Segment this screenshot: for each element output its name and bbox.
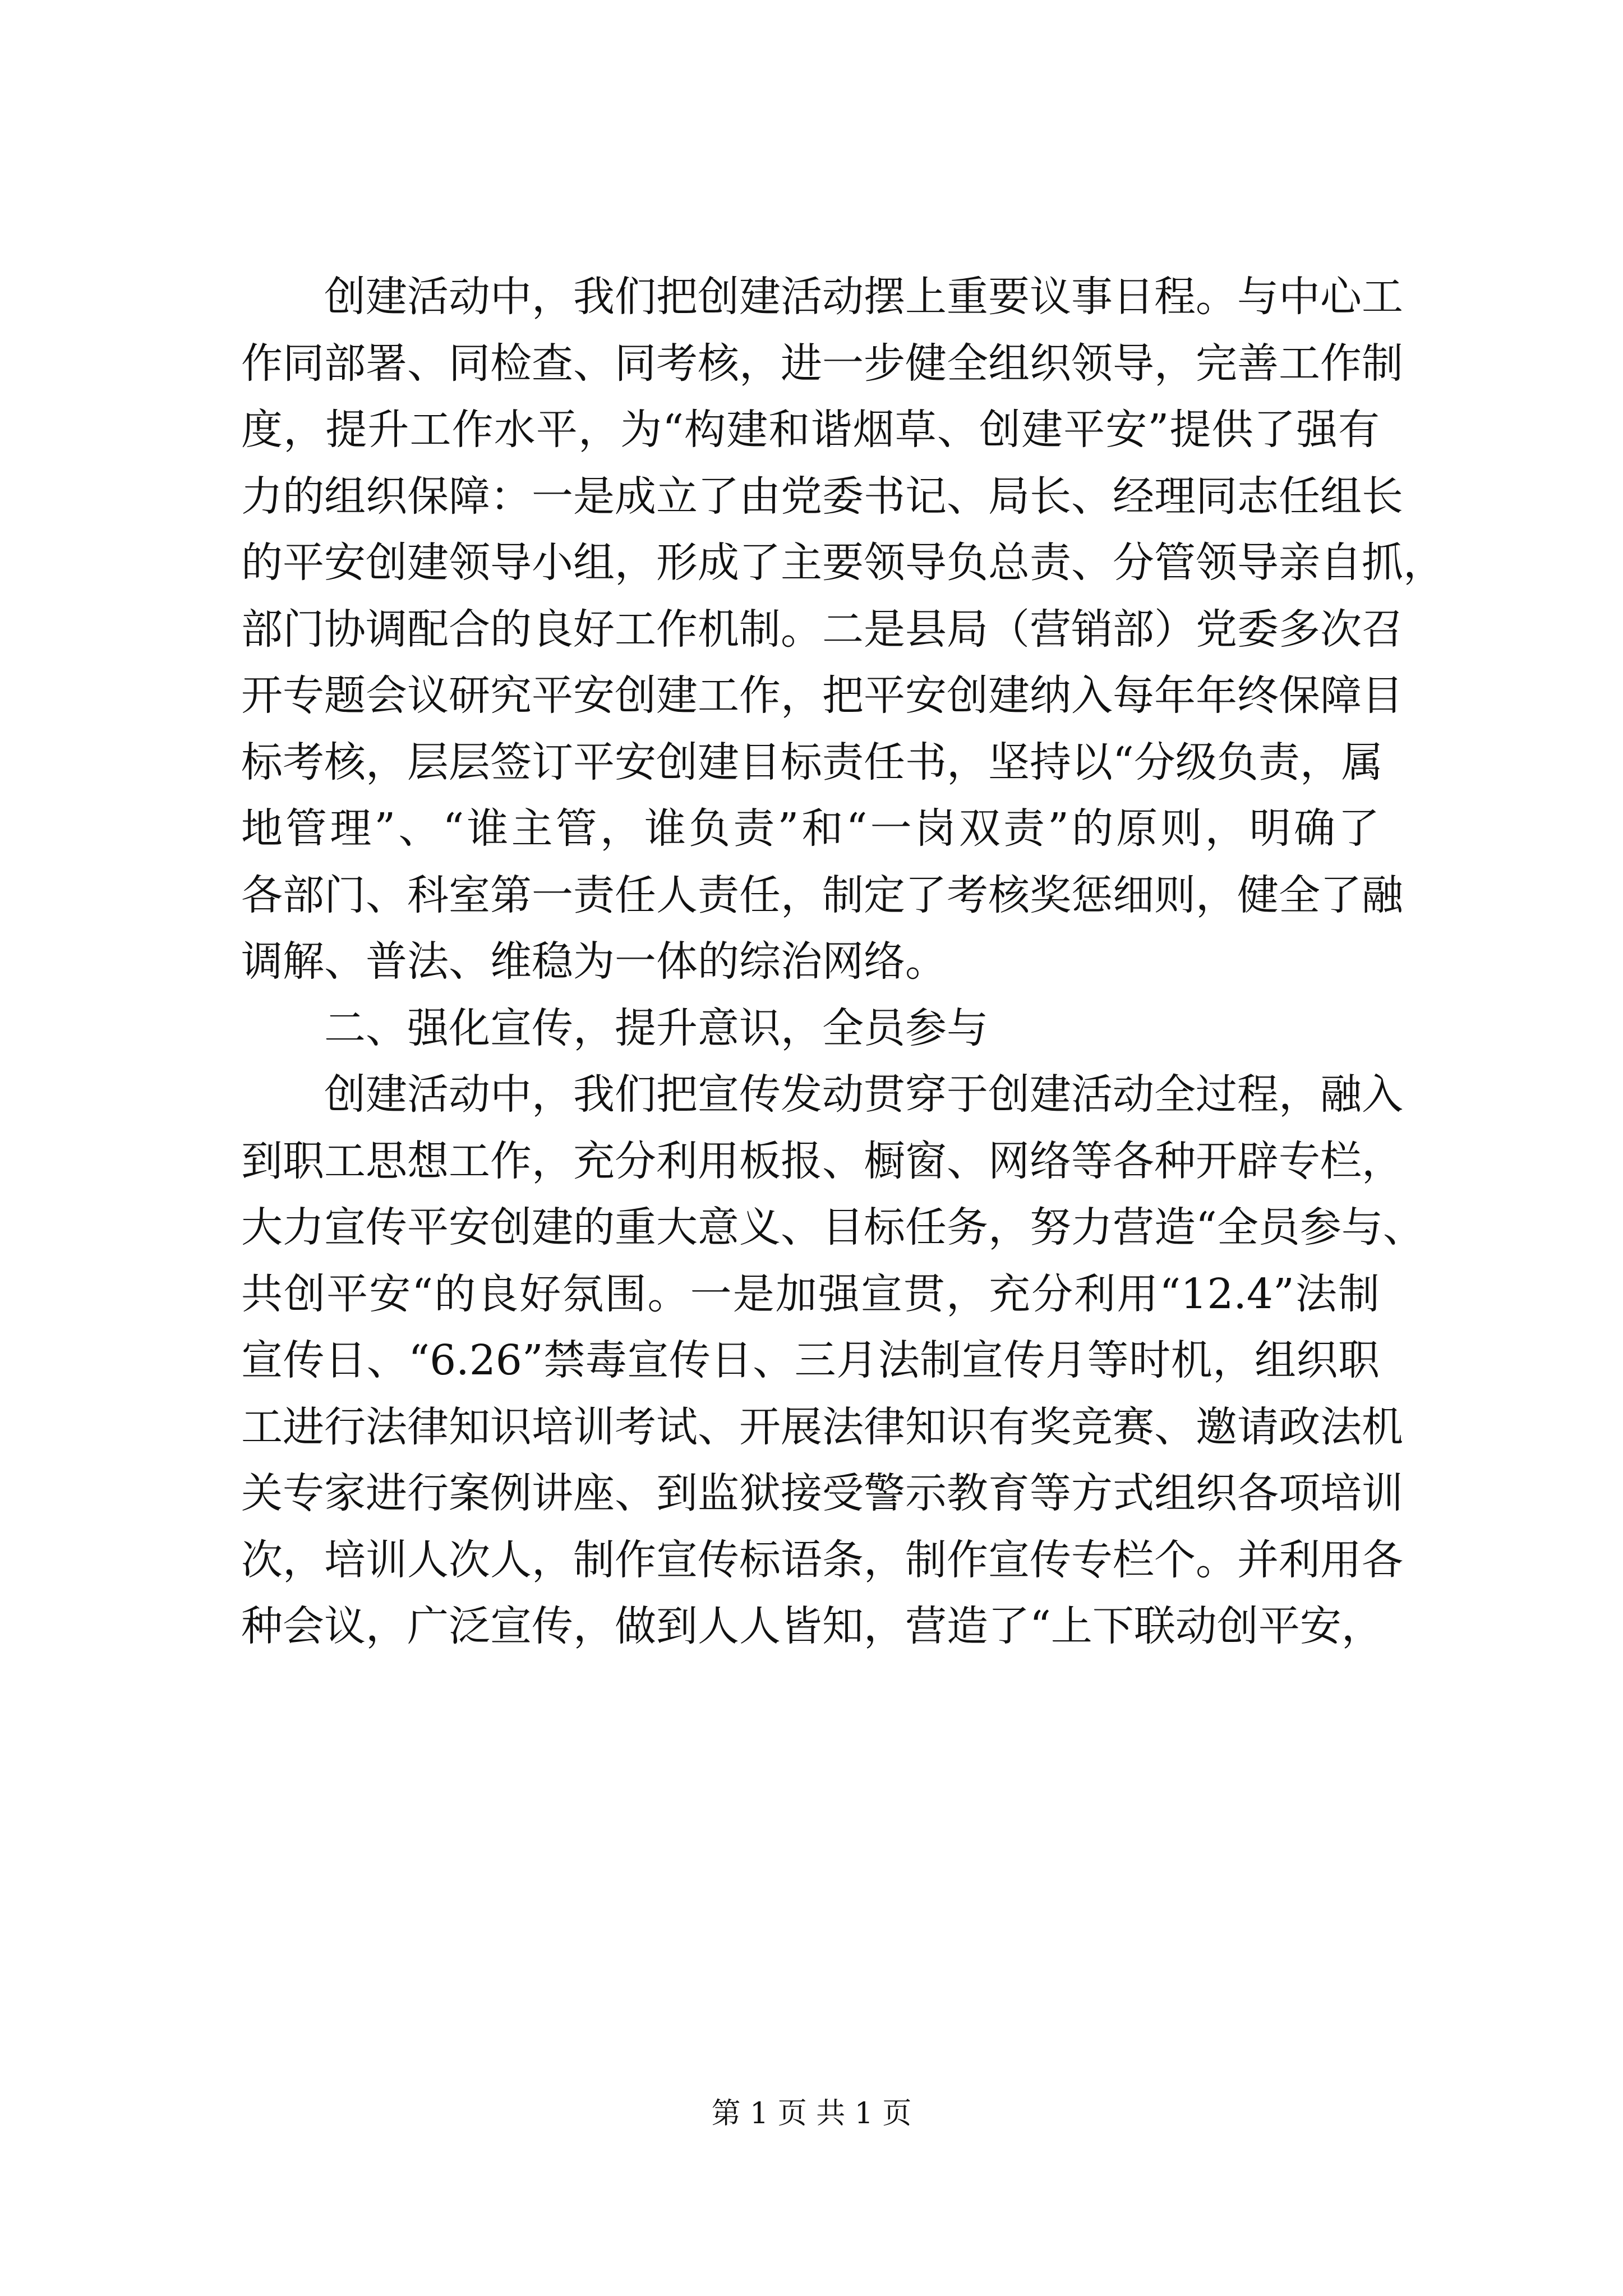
paragraph-2-line-7: 关专家进行案例讲座、到监狱接受警示教育等方式组织各项培训 [241, 1469, 1403, 1517]
paragraph-1-line-8: 标考核，层层签订平安创建目标责任书，坚持以“分级负责，属 [241, 738, 1383, 786]
page-number-footer: 第 1 页 共 1 页 [711, 2097, 912, 2131]
paragraph-2-line-6: 工进行法律知识培训考试、开展法律知识有奖竞赛、邀请政法机 [241, 1402, 1403, 1451]
paragraph-1-line-6: 部门协调配合的良好工作机制。二是县局（营销部）党委多次召 [241, 605, 1403, 654]
paragraph-2-line-9: 种会议，广泛宣传，做到人人皆知，营造了“上下联动创平安， [241, 1602, 1383, 1650]
paragraph-1-line-4: 力的组织保障：一是成立了由党委书记、局长、经理同志任组长 [241, 472, 1403, 521]
paragraph-2-line-4: 共创平安“的良好氛围。一是加强宣贯，充分利用“12.4”法制 [241, 1269, 1380, 1318]
paragraph-1-line-5: 的平安创建领导小组，形成了主要领导负总责、分管领导亲自抓， [241, 539, 1445, 587]
paragraph-1-line-1: 创建活动中，我们把创建活动摆上重要议事日程。与中心工 [324, 273, 1403, 321]
paragraph-1-line-7: 开专题会议研究平安创建工作，把平安创建纳入每年年终保障目 [241, 671, 1403, 720]
section-heading: 二、强化宣传，提升意识，全员参与 [324, 1004, 988, 1052]
paragraph-2-line-1: 创建活动中，我们把宣传发动贯穿于创建活动全过程，融入 [324, 1070, 1403, 1119]
paragraph-1-line-9: 地管理”、“谁主管，谁负责”和“一岗双责”的原则，明确了 [241, 804, 1380, 853]
paragraph-1-line-10: 各部门、科室第一责任人责任，制定了考核奖惩细则，健全了融 [241, 871, 1403, 919]
paragraph-1-line-2: 作同部署、同检查、同考核，进一步健全组织领导，完善工作制 [241, 339, 1403, 388]
paragraph-2-line-2: 到职工思想工作，充分利用板报、橱窗、网络等各种开辟专栏， [241, 1137, 1403, 1185]
paragraph-2-line-8: 次，培训人次人，制作宣传标语条，制作宣传专栏个。并利用各 [241, 1535, 1403, 1584]
paragraph-2-line-3: 大力宣传平安创建的重大意义、目标任务，努力营造“全员参与、 [241, 1203, 1424, 1251]
paragraph-1-line-11: 调解、普法、维稳为一体的综治网络。 [241, 937, 947, 986]
paragraph-1-line-3: 度，提升工作水平，为“构建和谐烟草、创建平安”提供了强有 [241, 406, 1380, 454]
paragraph-2-line-5: 宣传日、“6.26”禁毒宣传日、三月法制宣传月等时机，组织职 [241, 1336, 1380, 1384]
document-body [241, 264, 1445, 1660]
